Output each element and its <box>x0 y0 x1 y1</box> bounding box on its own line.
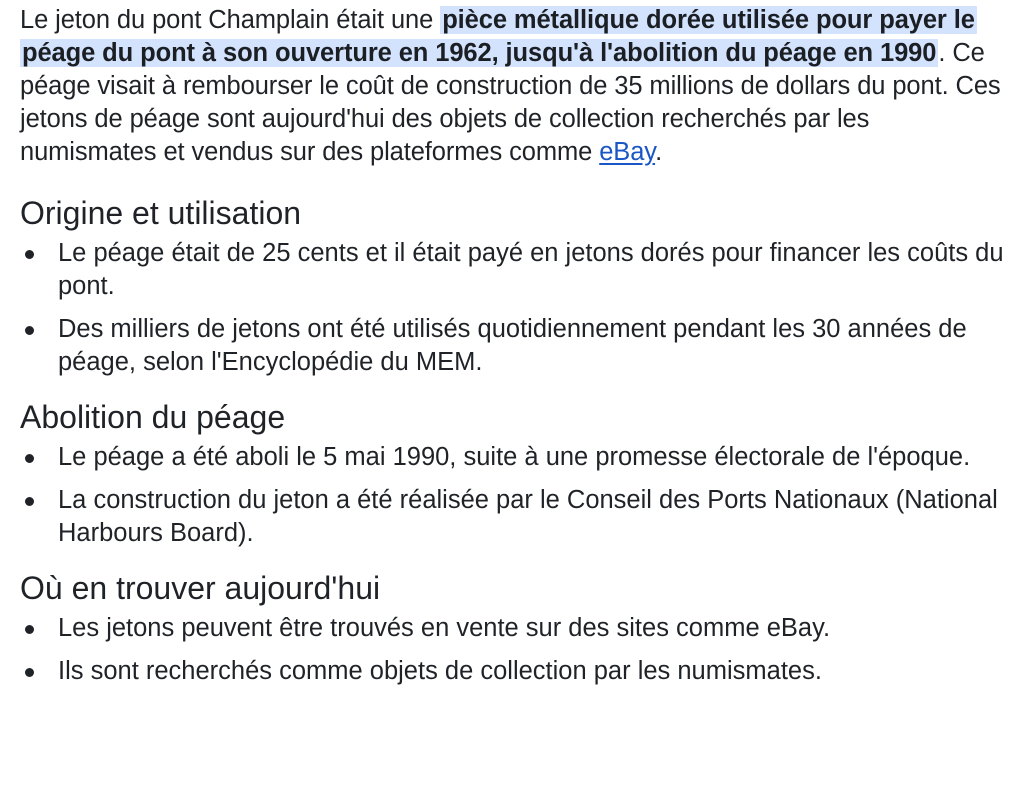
section-list-origine <box>20 237 1010 379</box>
highlighted-text[interactable]: pièce métallique dorée utilisée pour payer le péage du pont à son ouverture en 1962, jusqu'à l'abolition du péage en 1990 <box>22 6 975 67</box>
section-heading-abolition: Abolition du péage <box>20 399 286 435</box>
list-item-text: Ils sont recherchés comme objets de collection par les numismates. <box>58 657 822 685</box>
list-item-text: Le péage a été aboli le 5 mai 1990, suite à une promesse électorale de l'époque. <box>58 443 971 471</box>
list-item-text: Les jetons peuvent être trouvés en vente sur des sites comme eBay. <box>58 614 831 642</box>
list-item-text: La construction du jeton a été réalisée par le Conseil des Ports Nationaux (National Harbours Board). <box>58 486 998 547</box>
answer-content <box>20 0 1010 698</box>
list-item-text: Des milliers de jetons ont été utilisés quotidiennement pendant les 30 années de péage, selon l'Encyclopédie du MEM. <box>58 315 967 376</box>
list-item <box>20 237 1010 303</box>
intro-text-end: . <box>655 138 663 166</box>
list-item <box>20 484 1010 550</box>
list-item <box>20 612 1010 645</box>
bullet-icon <box>25 326 34 335</box>
section-heading-ou-trouver: Où en trouver aujourd'hui <box>20 570 381 606</box>
list-item <box>20 313 1010 379</box>
list-item <box>20 441 1010 474</box>
intro-text-after: . Ce péage visait à rembourser le coût de construction de 35 millions de dollars du pont. Ces jetons de péage sont aujourd'hui des objets de collection recherchés par les numismates et vendus sur des plateformes comme <box>20 39 1001 166</box>
bullet-icon <box>25 497 34 506</box>
bullet-icon <box>25 250 34 259</box>
bullet-icon <box>25 625 34 634</box>
section-list-abolition <box>20 441 1010 550</box>
list-item-text: Le péage était de 25 cents et il était payé en jetons dorés pour financer les coûts du pont. <box>58 239 1004 300</box>
section-heading-origine: Origine et utilisation <box>20 195 302 231</box>
intro-paragraph <box>20 0 1010 169</box>
section-list-ou-trouver <box>20 612 1010 688</box>
ebay-link[interactable]: eBay <box>599 138 656 166</box>
bullet-icon <box>25 668 34 677</box>
bullet-icon <box>25 454 34 463</box>
intro-text-before: Le jeton du pont Champlain était une <box>20 6 441 34</box>
list-item <box>20 655 1010 688</box>
